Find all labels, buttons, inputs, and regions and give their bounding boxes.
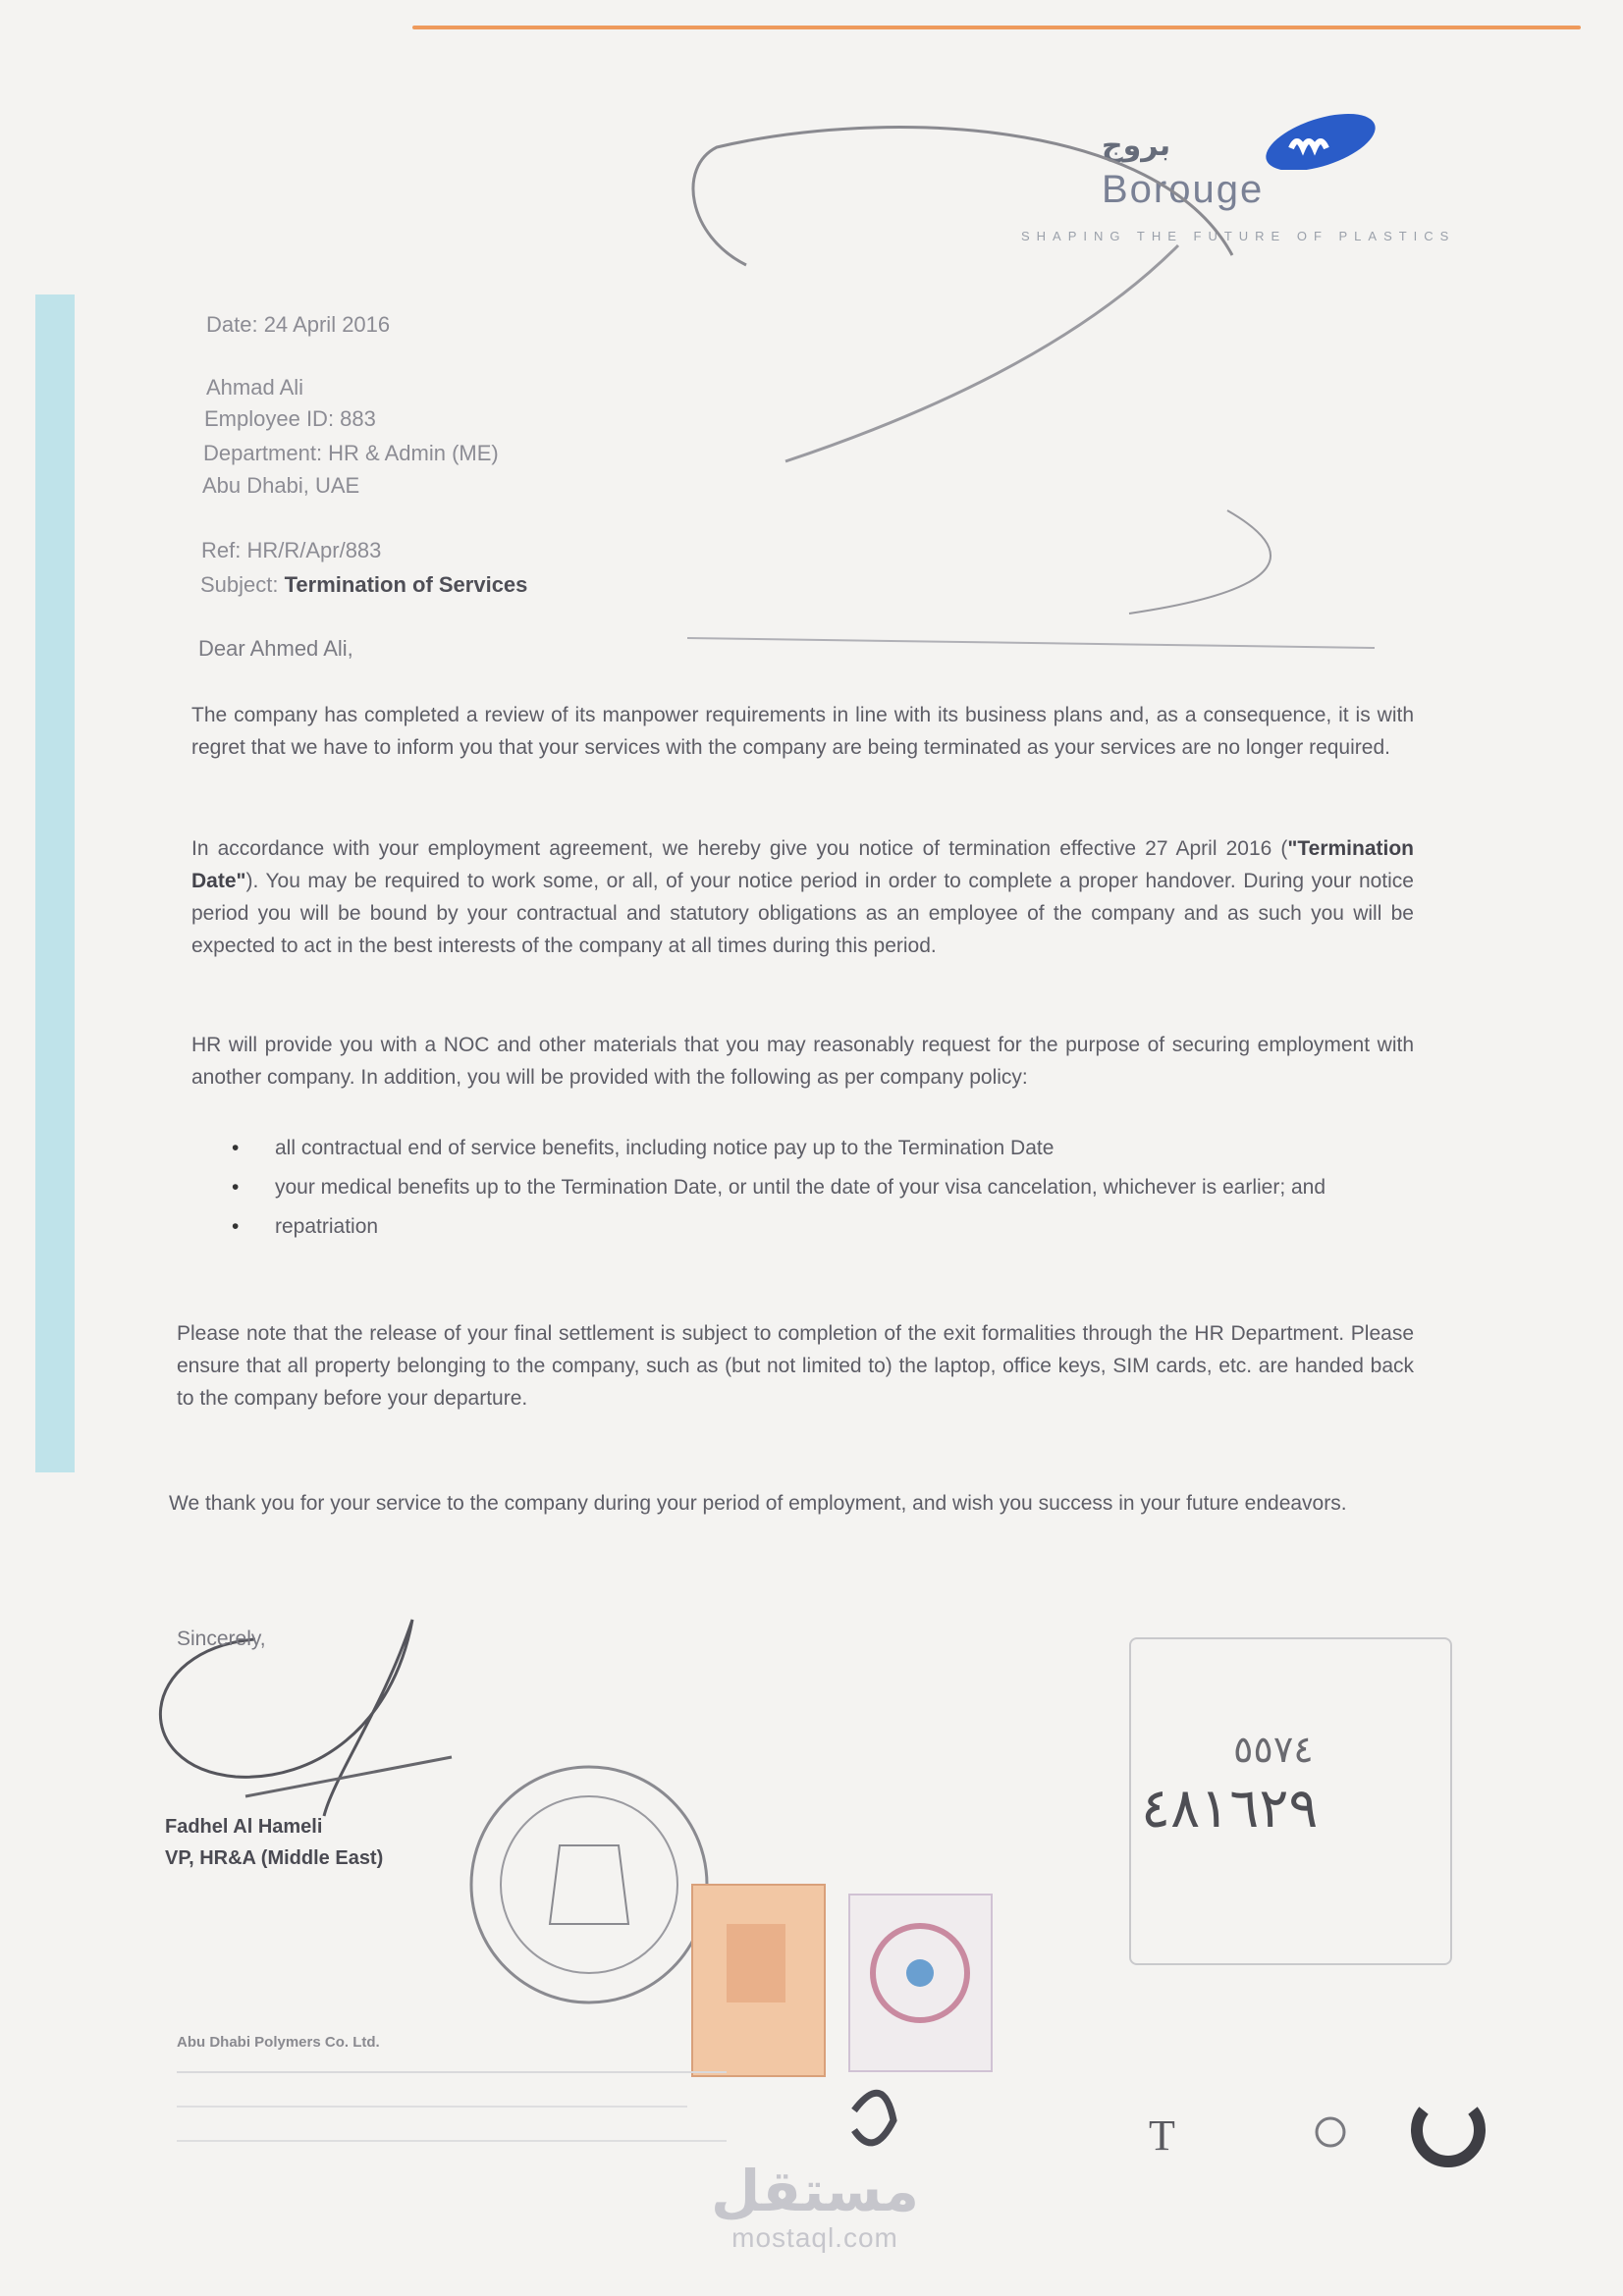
- svg-text:T: T: [1149, 2111, 1175, 2160]
- stamp-handwriting-1: ٥٥٧٤: [1233, 1728, 1314, 1771]
- logo-name: Borouge: [1102, 168, 1265, 211]
- logo-tagline: SHAPING THE FUTURE OF PLASTICS: [1021, 229, 1456, 243]
- logo-arabic-text: بروج: [1102, 129, 1171, 163]
- letter-ref: Ref: HR/R/Apr/883: [201, 538, 382, 562]
- paragraph-notice-part2: ). You may be required to work some, or all, of your notice period in order to complete a proper handover. During your notice period you will be bound by your contractual and statutory obligations as an employee of the company and as such you will be expected to act in the best interests of the company at all times during this period.: [191, 870, 1414, 957]
- list-item: • repatriation: [226, 1207, 1414, 1247]
- stamp-handwriting-2: ٤٨١٦٢٩: [1141, 1777, 1319, 1841]
- signer-name: Fadhel Al Hameli: [165, 1816, 323, 1838]
- mostaql-watermark: [707, 2160, 923, 2254]
- paragraph-notice-part1: In accordance with your employment agreement, we hereby give you notice of termination effective 27 April 2016 (: [191, 837, 1288, 860]
- paragraph-notice: [191, 832, 1414, 962]
- list-item: • all contractual end of service benefits, including notice pay up to the Termination Date: [226, 1129, 1414, 1168]
- watermark-arabic: مستقل: [710, 2158, 920, 2224]
- signer-title: VP, HR&A (Middle East): [165, 1847, 384, 1869]
- paragraph-settlement: Please note that the release of your final settlement is subject to completion of the exit formalities through the HR Department. Please ensure that all property belonging to the company, such as (but not limited to) the laptop, office keys, SIM cards, etc. are handed back to the company before your departure.: [177, 1322, 1414, 1410]
- letter-date: Date: 24 April 2016: [206, 312, 391, 337]
- recipient-location: Abu Dhabi, UAE: [202, 473, 360, 498]
- footer-phone-smudge: [177, 2140, 727, 2142]
- list-item: • your medical benefits up to the Termination Date, or until the date of your visa cancelation, whichever is earlier; and: [226, 1168, 1414, 1207]
- paragraph-review: The company has completed a review of its manpower requirements in line with its business plans and, as a consequence, it is with regret that we have to inform you that your services with the company are being terminated as your services are no longer required.: [191, 704, 1414, 759]
- termination-date-term: "Termination Date": [191, 837, 1414, 892]
- benefits-list: [226, 1129, 1414, 1247]
- recipient-name: Ahmad Ali: [206, 375, 304, 400]
- footer-address-smudge: [177, 2071, 727, 2073]
- paragraph-thanks: We thank you for your service to the company during your period of employment, and wish you success in your future endeavors.: [169, 1492, 1347, 1515]
- subject-text: Termination of Services: [284, 572, 528, 597]
- recipient-employee-id: Employee ID: 883: [204, 406, 376, 431]
- letter-subject: [200, 572, 527, 598]
- subject-label: Subject:: [200, 572, 279, 597]
- attestation-stamp: [1129, 1637, 1452, 1965]
- salutation: Dear Ahmed Ali,: [198, 636, 353, 661]
- signoff: Sincerely,: [177, 1628, 266, 1650]
- footer-contact-smudge: [177, 2106, 687, 2108]
- footer-company: Abu Dhabi Polymers Co. Ltd.: [177, 2034, 380, 2051]
- watermark-latin: mostaql.com: [731, 2222, 898, 2253]
- paragraph-noc: HR will provide you with a NOC and other materials that you may reasonably request for the purpose of securing employment with another company. In addition, you will be provided with the following as per company policy:: [191, 1034, 1414, 1089]
- recipient-department: Department: HR & Admin (ME): [203, 441, 499, 465]
